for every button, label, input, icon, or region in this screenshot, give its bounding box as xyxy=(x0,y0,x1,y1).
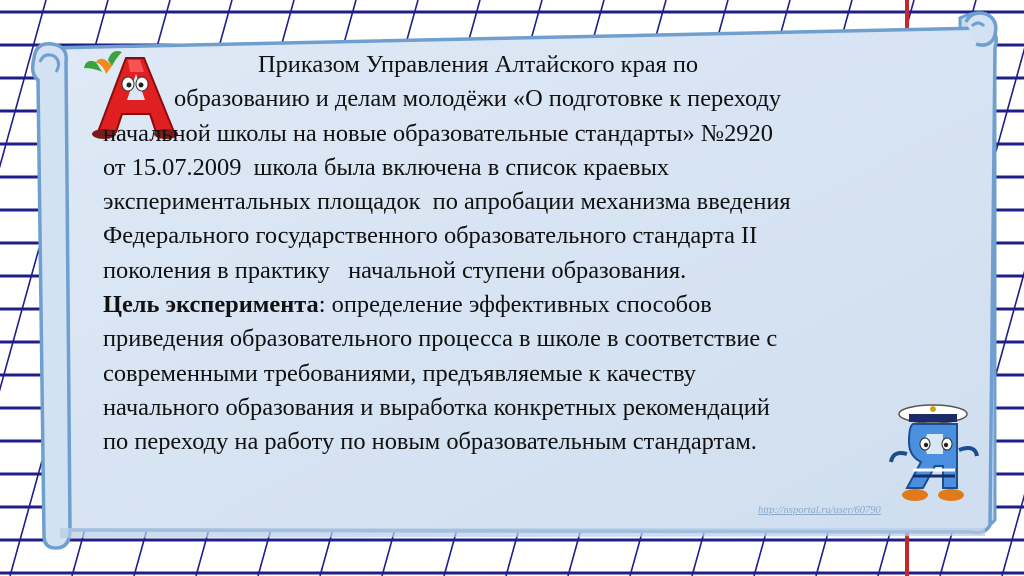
text-line: по переходу на работу по новым образовательным стандартам. xyxy=(103,428,757,456)
text-line: начальной школы на новые образовательные стандарты» №2920 xyxy=(103,119,773,147)
text-line: Приказом Управления Алтайского края по xyxy=(258,51,699,78)
letter-ya-sailor-mascot-icon xyxy=(883,400,983,510)
text-line: начального образования и выработка конкретных рекомендаций xyxy=(103,393,770,421)
text-line: от 15.07.2009 школа была включена в список краевых xyxy=(103,153,670,181)
goal-label: Цель эксперимента xyxy=(103,291,319,319)
text-line: приведения образовательного процесса в школе в соответствие с xyxy=(103,325,778,353)
source-link[interactable]: http://nsportal.ru/user/60790 xyxy=(758,505,881,516)
text-line: Федерального государственного образовательного стандарта II xyxy=(103,222,758,250)
text-line: экспериментальных площадок по апробации механизма введения xyxy=(103,188,791,216)
text-line: образованию и делам молодёжи «О подготовке к переходу xyxy=(174,85,782,113)
goal-text: : определение эффективных способов xyxy=(318,291,712,319)
slide-text xyxy=(103,48,983,460)
goal-line xyxy=(103,288,983,322)
text-line: современными требованиями, предъявляемые к качеству xyxy=(103,359,696,387)
text-line: поколения в практику начальной ступени образования. xyxy=(103,256,687,284)
